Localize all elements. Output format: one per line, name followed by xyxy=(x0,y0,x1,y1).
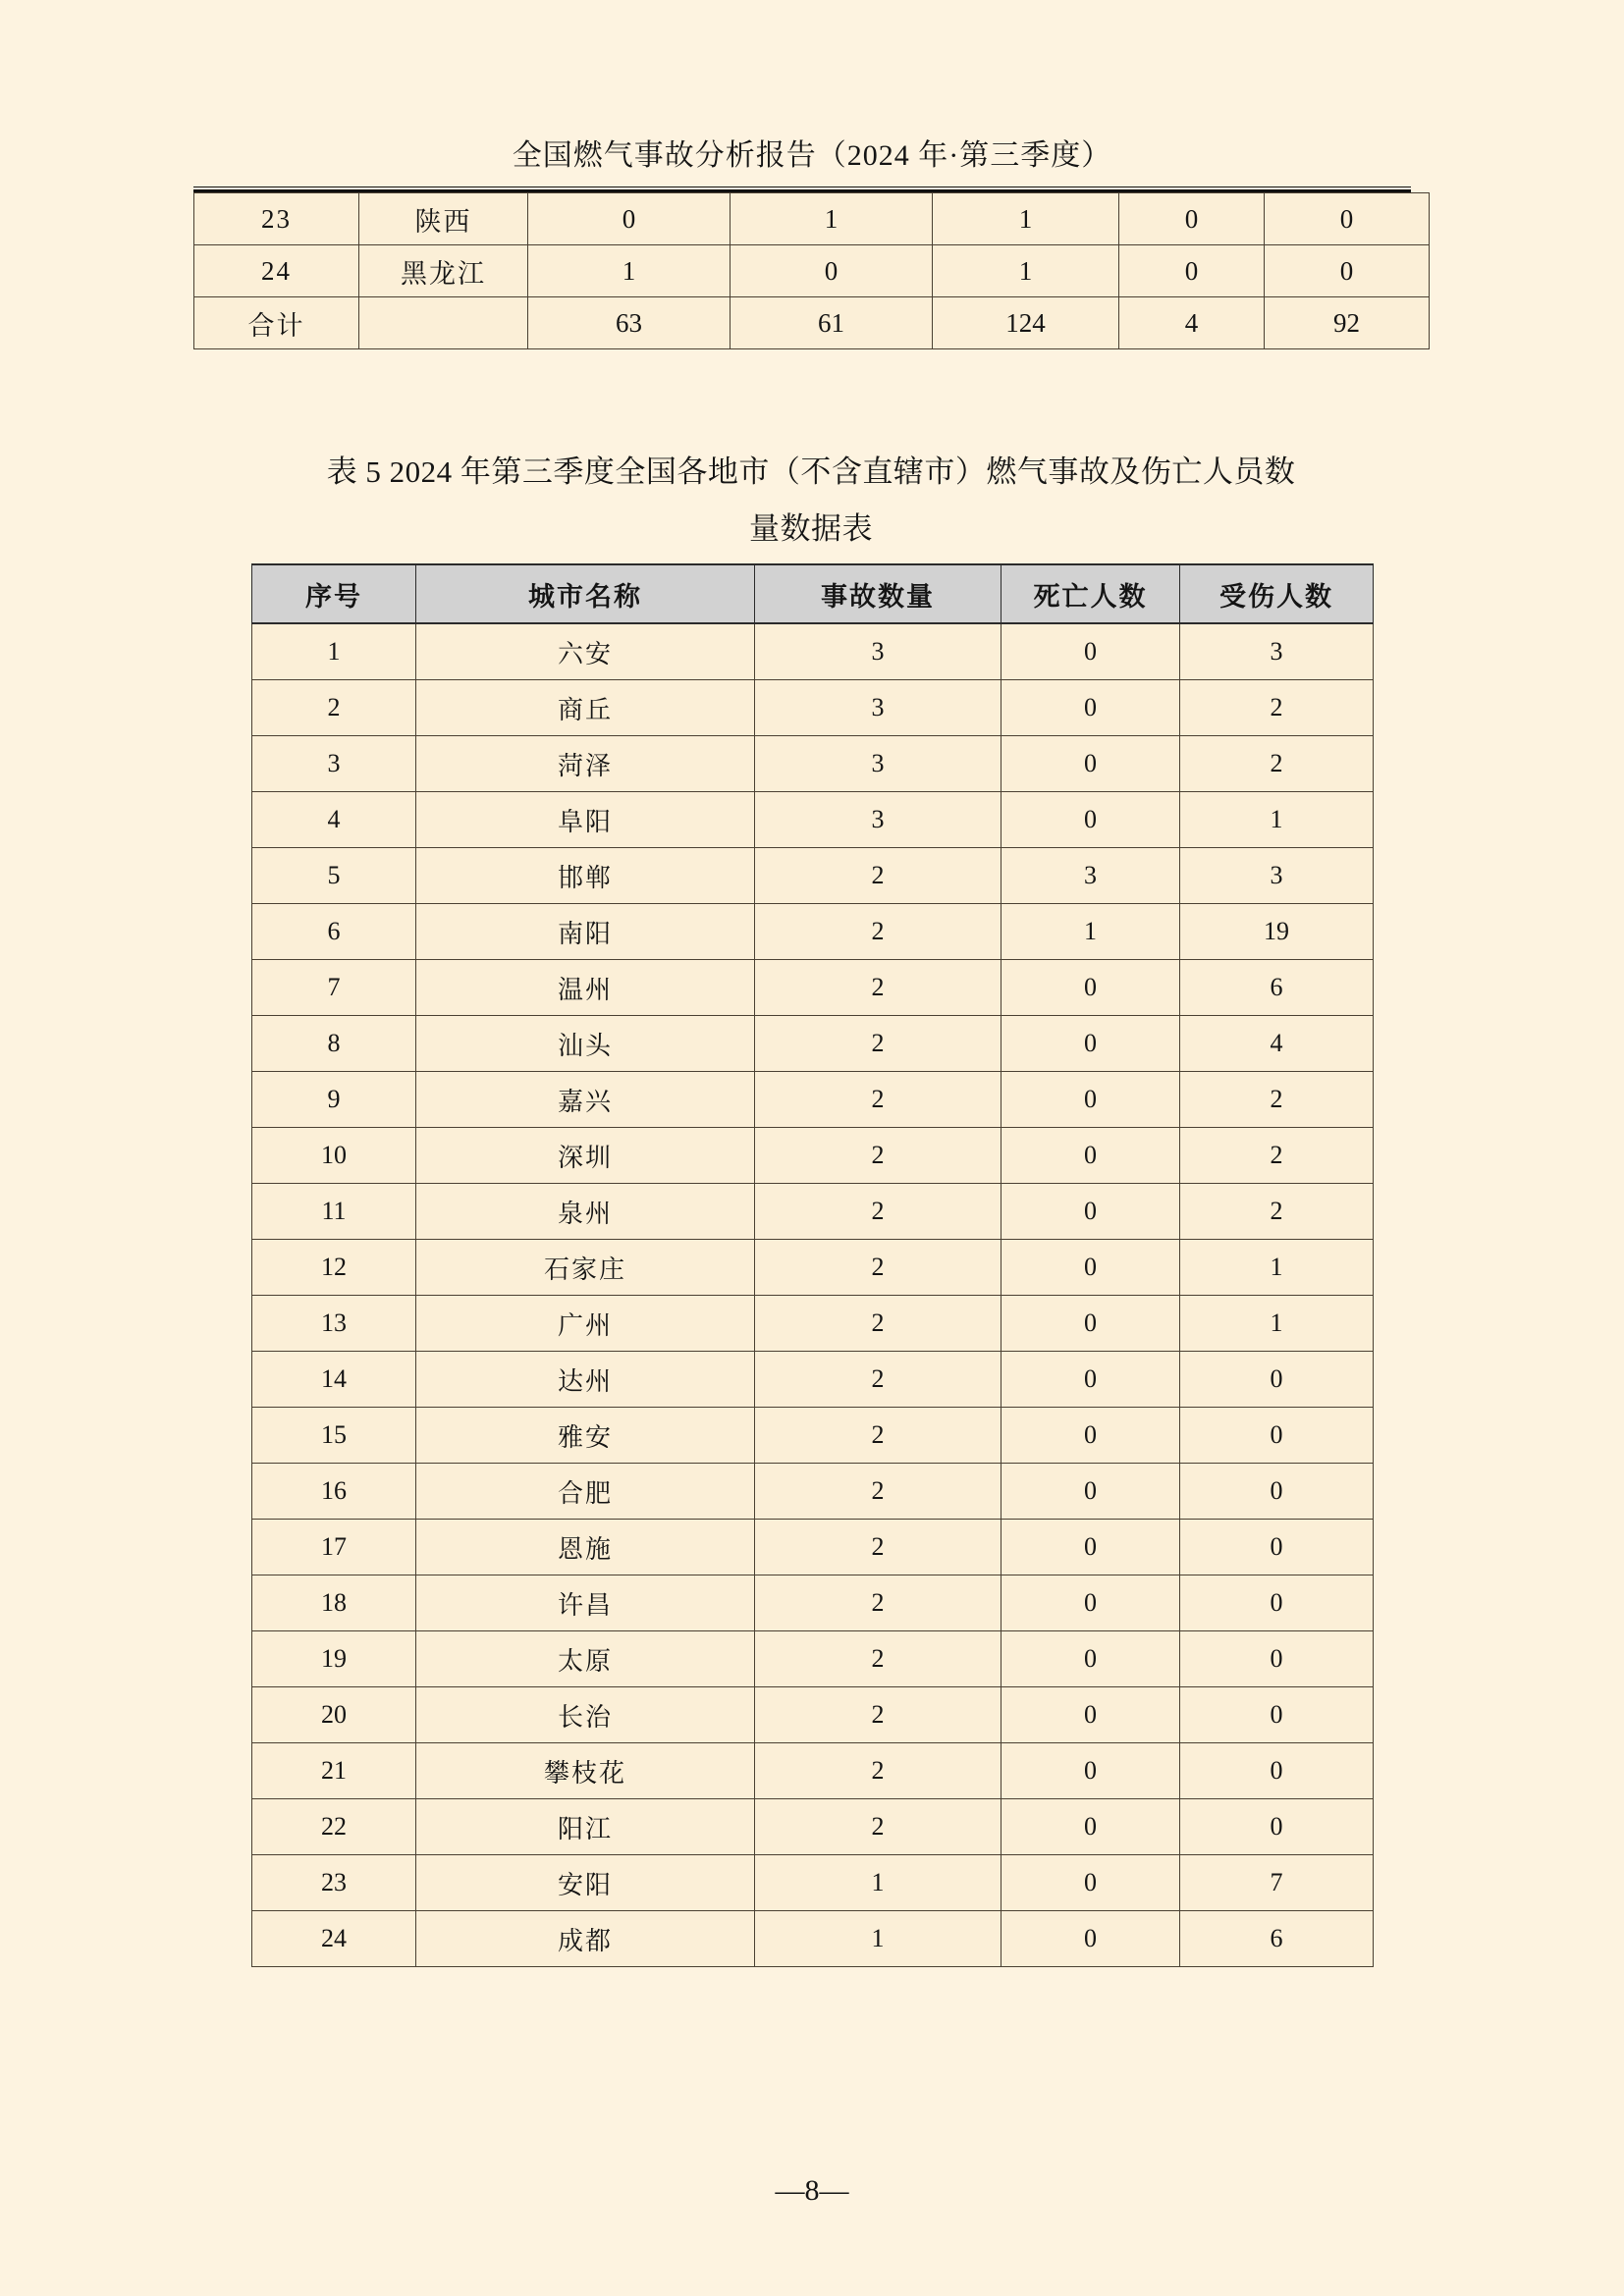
cell-deaths: 3 xyxy=(1001,848,1180,904)
cell-accidents: 2 xyxy=(755,1352,1001,1408)
table-row xyxy=(252,1072,1374,1128)
cell-seq: 7 xyxy=(252,960,416,1016)
cell-seq: 16 xyxy=(252,1464,416,1520)
cell-accidents: 2 xyxy=(755,1408,1001,1464)
cell-seq: 2 xyxy=(252,680,416,736)
cell-deaths: 0 xyxy=(1001,1464,1180,1520)
cell-seq: 15 xyxy=(252,1408,416,1464)
cell-province xyxy=(359,297,528,349)
table5-header-seq: 序号 xyxy=(252,564,416,623)
table-row xyxy=(252,960,1374,1016)
cell-value-4: 4 xyxy=(1119,297,1265,349)
cell-injuries: 2 xyxy=(1180,680,1374,736)
cell-injuries: 1 xyxy=(1180,1296,1374,1352)
cell-seq: 14 xyxy=(252,1352,416,1408)
cell-seq: 1 xyxy=(252,623,416,680)
cell-seq: 10 xyxy=(252,1128,416,1184)
cell-seq: 17 xyxy=(252,1520,416,1575)
table-row xyxy=(194,193,1430,245)
cell-injuries: 7 xyxy=(1180,1855,1374,1911)
cell-city: 达州 xyxy=(416,1352,755,1408)
table-row xyxy=(252,1408,1374,1464)
cell-city: 合肥 xyxy=(416,1464,755,1520)
cell-seq: 21 xyxy=(252,1743,416,1799)
cell-accidents: 2 xyxy=(755,1687,1001,1743)
cell-city: 温州 xyxy=(416,960,755,1016)
cell-seq: 22 xyxy=(252,1799,416,1855)
cell-value-1: 63 xyxy=(528,297,731,349)
cell-deaths: 0 xyxy=(1001,1184,1180,1240)
continued-province-table xyxy=(193,192,1430,349)
cell-deaths: 0 xyxy=(1001,736,1180,792)
table5-header-injuries: 受伤人数 xyxy=(1180,564,1374,623)
cell-seq: 5 xyxy=(252,848,416,904)
cell-value-2: 1 xyxy=(731,193,933,245)
cell-injuries: 1 xyxy=(1180,1240,1374,1296)
table-row xyxy=(194,245,1430,297)
cell-province: 陕西 xyxy=(359,193,528,245)
cell-value-2: 61 xyxy=(731,297,933,349)
table-row xyxy=(252,623,1374,680)
cell-city: 菏泽 xyxy=(416,736,755,792)
cell-accidents: 3 xyxy=(755,680,1001,736)
cell-city: 汕头 xyxy=(416,1016,755,1072)
table-row xyxy=(252,1296,1374,1352)
cell-city: 恩施 xyxy=(416,1520,755,1575)
cell-seq: 24 xyxy=(252,1911,416,1967)
cell-deaths: 0 xyxy=(1001,1240,1180,1296)
cell-accidents: 2 xyxy=(755,1184,1001,1240)
cell-accidents: 2 xyxy=(755,1296,1001,1352)
cell-value-5: 92 xyxy=(1265,297,1430,349)
cell-deaths: 0 xyxy=(1001,1520,1180,1575)
cell-seq: 4 xyxy=(252,792,416,848)
cell-injuries: 4 xyxy=(1180,1016,1374,1072)
running-header: 全国燃气事故分析报告（2024 年·第三季度） xyxy=(512,139,1112,172)
cell-injuries: 0 xyxy=(1180,1799,1374,1855)
cell-injuries: 0 xyxy=(1180,1687,1374,1743)
cell-injuries: 0 xyxy=(1180,1408,1374,1464)
table-row xyxy=(252,736,1374,792)
table-row xyxy=(252,1687,1374,1743)
table5-caption-line-1: 表 5 2024 年第三季度全国各地市（不含直辖市）燃气事故及伤亡人员数 xyxy=(326,454,1296,489)
table-row xyxy=(252,904,1374,960)
cell-city: 阳江 xyxy=(416,1799,755,1855)
cell-deaths: 0 xyxy=(1001,960,1180,1016)
cell-deaths: 0 xyxy=(1001,1352,1180,1408)
cell-deaths: 0 xyxy=(1001,1687,1180,1743)
cell-index: 合计 xyxy=(194,297,359,349)
cell-city: 阜阳 xyxy=(416,792,755,848)
cell-seq: 6 xyxy=(252,904,416,960)
cell-injuries: 0 xyxy=(1180,1631,1374,1687)
table5-header-city: 城市名称 xyxy=(416,564,755,623)
cell-accidents: 2 xyxy=(755,1240,1001,1296)
cell-accidents: 2 xyxy=(755,1464,1001,1520)
cell-city: 许昌 xyxy=(416,1575,755,1631)
cell-city: 成都 xyxy=(416,1911,755,1967)
cell-city: 雅安 xyxy=(416,1408,755,1464)
cell-seq: 3 xyxy=(252,736,416,792)
cell-accidents: 2 xyxy=(755,848,1001,904)
cell-city: 安阳 xyxy=(416,1855,755,1911)
cell-deaths: 0 xyxy=(1001,1072,1180,1128)
table-row xyxy=(252,1240,1374,1296)
cell-accidents: 2 xyxy=(755,1520,1001,1575)
cell-city: 泉州 xyxy=(416,1184,755,1240)
cell-seq: 20 xyxy=(252,1687,416,1743)
table5-header-accidents: 事故数量 xyxy=(755,564,1001,623)
table-row xyxy=(252,1520,1374,1575)
cell-deaths: 0 xyxy=(1001,1911,1180,1967)
table5-caption-line-2: 量数据表 xyxy=(749,511,873,546)
cell-value-3: 1 xyxy=(933,193,1119,245)
cell-deaths: 0 xyxy=(1001,623,1180,680)
cell-injuries: 1 xyxy=(1180,792,1374,848)
cell-accidents: 1 xyxy=(755,1855,1001,1911)
table-row xyxy=(252,1743,1374,1799)
cell-city: 商丘 xyxy=(416,680,755,736)
cell-seq: 23 xyxy=(252,1855,416,1911)
cell-city: 攀枝花 xyxy=(416,1743,755,1799)
table-row xyxy=(252,1352,1374,1408)
cell-injuries: 2 xyxy=(1180,736,1374,792)
table-row xyxy=(252,792,1374,848)
cell-accidents: 2 xyxy=(755,1799,1001,1855)
cell-injuries: 2 xyxy=(1180,1184,1374,1240)
cell-value-3: 124 xyxy=(933,297,1119,349)
cell-accidents: 2 xyxy=(755,960,1001,1016)
cell-city: 石家庄 xyxy=(416,1240,755,1296)
cell-injuries: 19 xyxy=(1180,904,1374,960)
cell-deaths: 1 xyxy=(1001,904,1180,960)
cell-deaths: 0 xyxy=(1001,1128,1180,1184)
cell-injuries: 0 xyxy=(1180,1520,1374,1575)
cell-accidents: 3 xyxy=(755,736,1001,792)
cell-injuries: 3 xyxy=(1180,623,1374,680)
cell-deaths: 0 xyxy=(1001,680,1180,736)
cell-city: 嘉兴 xyxy=(416,1072,755,1128)
cell-city: 六安 xyxy=(416,623,755,680)
cell-accidents: 2 xyxy=(755,1631,1001,1687)
cell-value-4: 0 xyxy=(1119,245,1265,297)
cell-injuries: 0 xyxy=(1180,1464,1374,1520)
cell-seq: 12 xyxy=(252,1240,416,1296)
cell-deaths: 0 xyxy=(1001,1408,1180,1464)
table-row xyxy=(252,1799,1374,1855)
table-row xyxy=(252,1464,1374,1520)
cell-injuries: 0 xyxy=(1180,1743,1374,1799)
cell-deaths: 0 xyxy=(1001,1743,1180,1799)
cell-accidents: 2 xyxy=(755,1743,1001,1799)
cell-index: 24 xyxy=(194,245,359,297)
cell-deaths: 0 xyxy=(1001,1855,1180,1911)
cell-accidents: 2 xyxy=(755,1128,1001,1184)
table5-header-row xyxy=(252,564,1374,623)
cell-injuries: 3 xyxy=(1180,848,1374,904)
table-row xyxy=(252,1016,1374,1072)
cell-deaths: 0 xyxy=(1001,1631,1180,1687)
table-row xyxy=(252,1128,1374,1184)
page-number: —8— xyxy=(775,2174,849,2207)
cell-seq: 19 xyxy=(252,1631,416,1687)
cell-accidents: 3 xyxy=(755,792,1001,848)
cell-value-3: 1 xyxy=(933,245,1119,297)
cell-value-1: 0 xyxy=(528,193,731,245)
cell-injuries: 6 xyxy=(1180,960,1374,1016)
cell-value-2: 0 xyxy=(731,245,933,297)
cell-deaths: 0 xyxy=(1001,1799,1180,1855)
table-row xyxy=(252,1184,1374,1240)
cell-value-4: 0 xyxy=(1119,193,1265,245)
table-row xyxy=(252,1911,1374,1967)
table5-city-accident-table xyxy=(251,563,1374,1967)
cell-deaths: 0 xyxy=(1001,792,1180,848)
table-row xyxy=(252,1631,1374,1687)
table-row xyxy=(252,680,1374,736)
cell-city: 长治 xyxy=(416,1687,755,1743)
cell-injuries: 6 xyxy=(1180,1911,1374,1967)
cell-deaths: 0 xyxy=(1001,1296,1180,1352)
cell-injuries: 0 xyxy=(1180,1352,1374,1408)
cell-injuries: 2 xyxy=(1180,1128,1374,1184)
cell-deaths: 0 xyxy=(1001,1575,1180,1631)
cell-accidents: 2 xyxy=(755,1072,1001,1128)
cell-city: 南阳 xyxy=(416,904,755,960)
cell-seq: 18 xyxy=(252,1575,416,1631)
cell-seq: 11 xyxy=(252,1184,416,1240)
cell-city: 太原 xyxy=(416,1631,755,1687)
table-row xyxy=(252,1855,1374,1911)
cell-injuries: 0 xyxy=(1180,1575,1374,1631)
cell-value-5: 0 xyxy=(1265,193,1430,245)
table-row xyxy=(194,297,1430,349)
table-row xyxy=(252,1575,1374,1631)
cell-accidents: 1 xyxy=(755,1911,1001,1967)
cell-value-1: 1 xyxy=(528,245,731,297)
cell-city: 深圳 xyxy=(416,1128,755,1184)
cell-accidents: 2 xyxy=(755,904,1001,960)
cell-city: 广州 xyxy=(416,1296,755,1352)
cell-seq: 13 xyxy=(252,1296,416,1352)
cell-deaths: 0 xyxy=(1001,1016,1180,1072)
cell-province: 黑龙江 xyxy=(359,245,528,297)
table5-caption xyxy=(193,444,1429,558)
table-row xyxy=(252,848,1374,904)
cell-accidents: 2 xyxy=(755,1016,1001,1072)
cell-seq: 8 xyxy=(252,1016,416,1072)
cell-seq: 9 xyxy=(252,1072,416,1128)
table5-header-deaths: 死亡人数 xyxy=(1001,564,1180,623)
cell-index: 23 xyxy=(194,193,359,245)
cell-accidents: 2 xyxy=(755,1575,1001,1631)
cell-accidents: 3 xyxy=(755,623,1001,680)
cell-city: 邯郸 xyxy=(416,848,755,904)
cell-value-5: 0 xyxy=(1265,245,1430,297)
cell-injuries: 2 xyxy=(1180,1072,1374,1128)
